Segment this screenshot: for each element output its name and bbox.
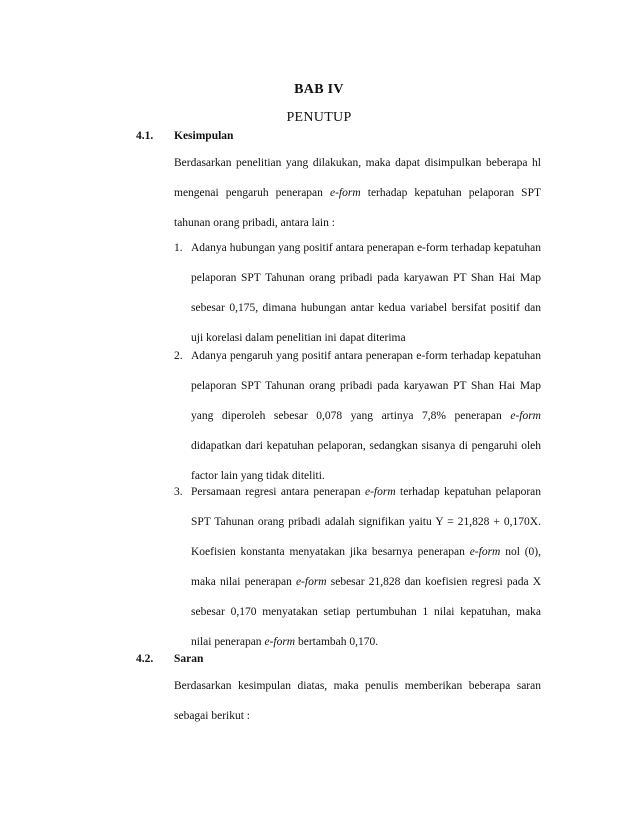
list-item-number: 1.: [174, 242, 183, 254]
list-item: [174, 477, 541, 657]
intro-emphasis: e-form: [330, 187, 361, 199]
list-item: [174, 233, 541, 353]
list-item-number: 2.: [174, 350, 183, 362]
section-intro: [174, 148, 541, 238]
list-item-text: Adanya hubungan yang positif antara penerapan e-form terhadap kepatuhan pelaporan SPT Tahunan orang pribadi pada karyawan PT Shan Hai Map sebesar 0,175, dimana hubungan antar kedua variabel bersifat positif dan uji korelasi dalam penelitian ini dapat diterima: [191, 242, 541, 344]
section-intro: [174, 671, 541, 731]
section-number: 4.1.: [136, 130, 154, 142]
intro-text: Berdasarkan kesimpulan diatas, maka penulis memberikan beberapa saran sebagai berikut :: [174, 680, 541, 722]
section-title: Saran: [174, 653, 204, 665]
section-number: 4.2.: [136, 653, 154, 665]
list-item-text: Persamaan regresi antara penerapan e-form terhadap kepatuhan pelaporan SPT Tahunan orang pribadi adalah signifikan yaitu Y = 21,828 + 0,170X. Koefisien konstanta menyatakan jika besarnya penerapan e-form nol (0), maka nilai penerapan e-form sebesar 21,828 dan koefisien regresi pada X sebesar 0,170 menyatakan setiap pertumbuhan 1 nilai kepatuhan, maka nilai penerapan e-form bertambah 0,170.: [191, 486, 541, 648]
section-title: Kesimpulan: [174, 130, 234, 142]
chapter-title: PENUTUP: [286, 110, 352, 125]
list-item: [174, 341, 541, 491]
list-item-text: Adanya pengaruh yang positif antara penerapan e-form terhadap kepatuhan pelaporan SPT Tahunan orang pribadi pada karyawan PT Shan Hai Map yang diperoleh sebesar 0,078 yang artinya 7,8% penerapan e-form didapatkan dari kepatuhan pelaporan, sedangkan sisanya di pengaruhi oleh factor lain yang tidak diteliti.: [191, 350, 541, 482]
intro-text: terhadap kepatuhan pelaporan SPT tahunan orang pribadi, antara lain :: [174, 187, 542, 229]
chapter-number: BAB IV: [294, 82, 344, 97]
list-item-number: 3.: [174, 486, 183, 498]
intro-text: Berdasarkan penelitian yang dilakukan, maka dapat disimpulkan beberapa hl mengenai pengaruh penerapan: [174, 157, 541, 199]
